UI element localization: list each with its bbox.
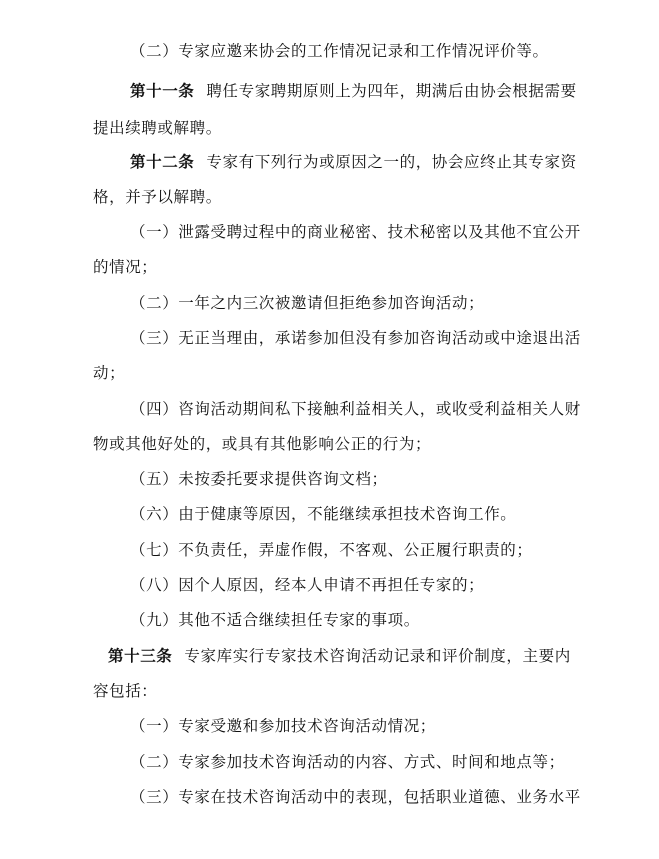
list-item-line: （七）不负责任，弄虚作假，不客观、公正履行职责的；: [130, 541, 533, 559]
list-item-line: （二）一年之内三次被邀请但拒绝参加咨询活动；: [130, 294, 485, 312]
paragraph-line: 的情况；: [93, 258, 158, 276]
article-12-line: [130, 151, 577, 173]
article-number: 第十三条: [108, 646, 173, 665]
article-text: 专家有下列行为或原因之一的，协会应终止其专家资: [206, 153, 577, 171]
list-item-line: （五）未按委托要求提供咨询文档；: [130, 470, 388, 488]
list-item-line: （四）咨询活动期间私下接触利益相关人，或收受利益相关人财: [130, 400, 581, 418]
paragraph-line: 容包括：: [93, 682, 158, 700]
list-item-line: （一）泄露受聘过程中的商业秘密、技术秘密以及其他不宜公开: [130, 223, 581, 241]
list-item-line: （三）无正当理由，承诺参加但没有参加咨询活动或中途退出活: [130, 329, 581, 347]
paragraph-line: 格，并予以解聘。: [93, 188, 222, 206]
list-item-line: （一）专家受邀和参加技术咨询活动情况；: [130, 717, 436, 735]
paragraph-line: （二）专家应邀来协会的工作情况记录和工作情况评价等。: [130, 42, 549, 60]
article-text: 聘任专家聘期原则上为四年，期满后由协会根据需要: [206, 82, 577, 100]
list-item-line: （二）专家参加技术咨询活动的内容、方式、时间和地点等；: [130, 753, 565, 771]
article-number: 第十二条: [130, 152, 195, 171]
article-13-line: [108, 645, 571, 667]
article-text: 专家库实行专家技术咨询活动记录和评价制度，主要内: [184, 647, 571, 665]
paragraph-line: 动；: [93, 364, 126, 382]
article-number: 第十一条: [130, 81, 195, 100]
list-item-line: （八）因个人原因，经本人申请不再担任专家的；: [130, 576, 485, 594]
list-item-line: （九）其他不适合继续担任专家的事项。: [130, 611, 420, 629]
paragraph-line: 物或其他好处的，或具有其他影响公正的行为；: [93, 435, 432, 453]
list-item-line: （六）由于健康等原因，不能继续承担技术咨询工作。: [130, 505, 517, 523]
paragraph-line: 提出续聘或解聘。: [93, 119, 222, 137]
list-item-line: （三）专家在技术咨询活动中的表现，包括职业道德、业务水平: [130, 788, 581, 806]
article-11-line: [130, 80, 577, 102]
